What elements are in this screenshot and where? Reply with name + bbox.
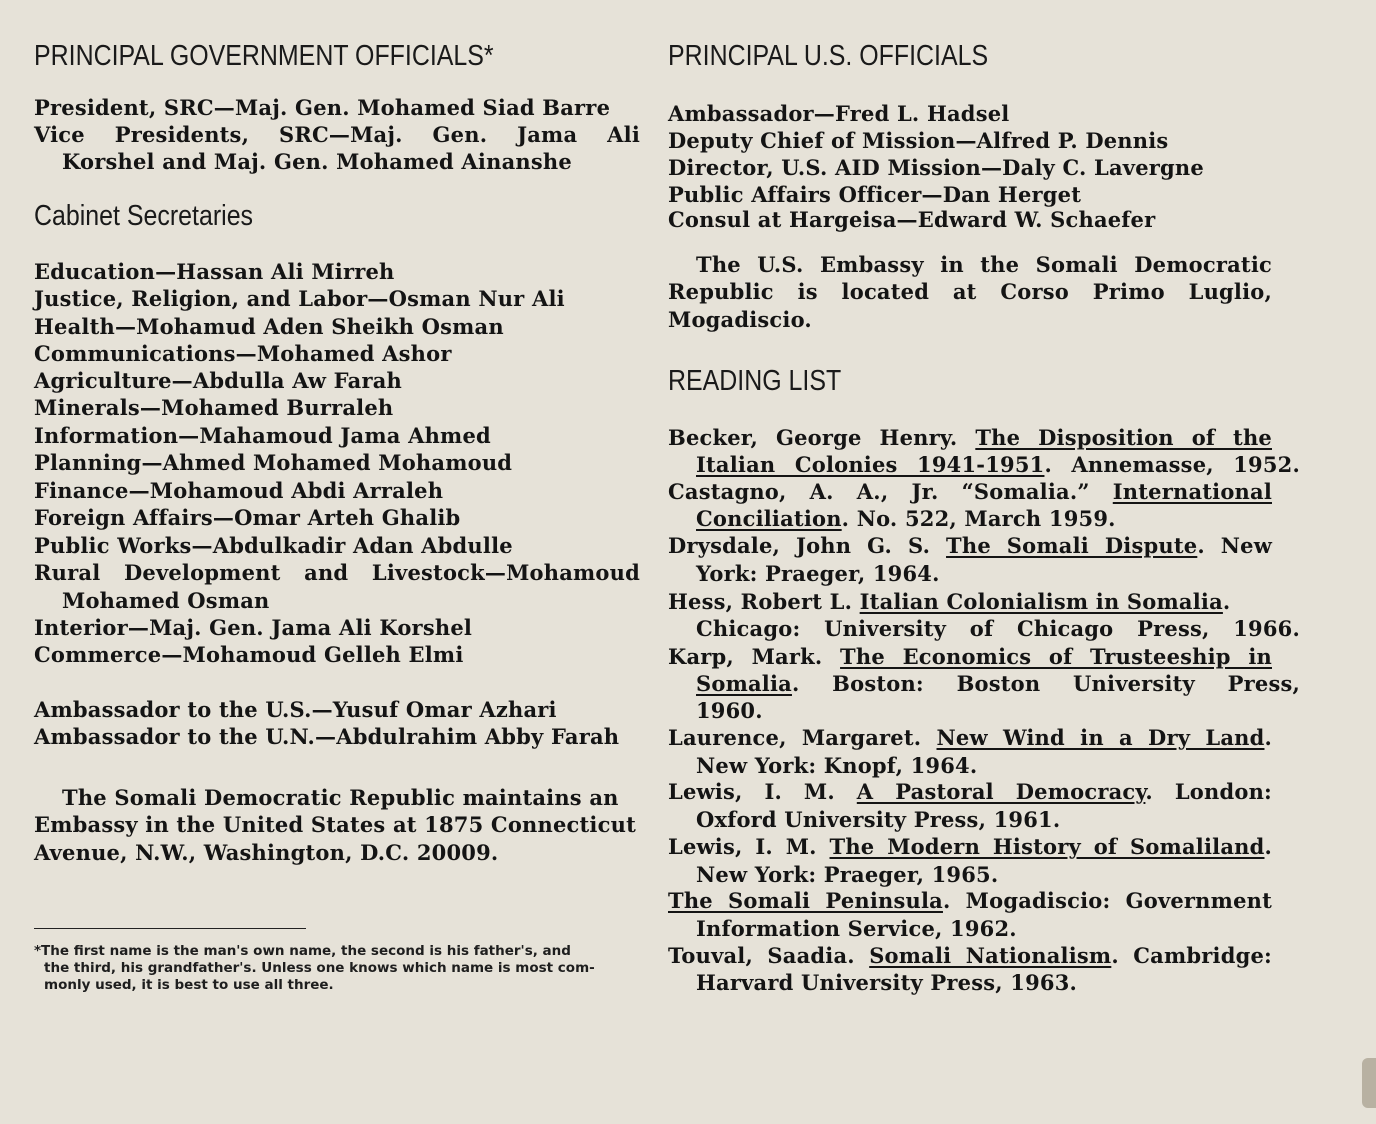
reading-entry-hess	[668, 588, 1230, 615]
reading-entry-karp	[668, 643, 1272, 670]
reading-author: Becker, George Henry.	[668, 425, 976, 450]
footnote	[34, 943, 646, 994]
reading-entry-becker-cont	[668, 451, 1300, 478]
us-official-line: Public Affairs Officer—Dan Herget	[668, 182, 1082, 207]
reading-entry-lewis-1965	[668, 833, 1272, 860]
reading-title: The Disposition of the	[975, 425, 1272, 450]
reading-title: A Pastoral Democracy	[856, 779, 1146, 804]
reading-entry-castagno	[668, 478, 1272, 505]
reading-author: Karp, Mark.	[668, 644, 841, 669]
reading-imprint: . No. 522, March 1959.	[841, 506, 1116, 531]
cabinet-line: Finance—Mohamoud Abdi Arraleh	[34, 478, 444, 503]
reading-imprint: .	[1222, 589, 1231, 614]
ambassador-line-us: Ambassador to the U.S.—Yusuf Omar Azhari	[34, 697, 557, 722]
reading-entry-hess-cont: Chicago: University of Chicago Press, 1966.	[696, 616, 1300, 641]
cabinet-line: Rural Development and Livestock—Mohamoud	[34, 560, 640, 585]
embassy-paragraph-line: Embassy in the United States at 1875 Connecticut	[34, 812, 636, 837]
us-embassy-line: Republic is located at Corso Primo Luglio,	[668, 279, 1272, 304]
reading-title: New Wind in a Dry Land	[936, 725, 1265, 750]
reading-imprint: .	[1264, 725, 1272, 750]
reading-title: Italian Colonies 1941-1951	[696, 452, 1045, 477]
embassy-paragraph-line: The Somali Democratic Republic maintains an	[62, 785, 619, 810]
cabinet-line: Agriculture—Abdulla Aw Farah	[34, 368, 402, 393]
government-officials-heading: PRINCIPAL GOVERNMENT OFFICIALS*	[34, 40, 494, 72]
footnote-line: the third, his grandfather's. Unless one knows which name is most com-	[44, 960, 595, 976]
footnote-line: monly used, it is best to use all three.	[44, 977, 334, 993]
reading-imprint: . London:	[1145, 779, 1272, 804]
reading-entry-drysdale	[668, 532, 1272, 559]
reading-entry-lewis-1961-cont: Oxford University Press, 1961.	[696, 807, 1061, 832]
gov-line-president: President, SRC—Maj. Gen. Mohamed Siad Barre	[34, 95, 611, 120]
gov-line-vice-presidents: Vice Presidents, SRC—Maj. Gen. Jama Ali	[34, 122, 640, 147]
ambassador-line-un: Ambassador to the U.N.—Abdulrahim Abby Farah	[34, 724, 620, 749]
footnote-divider	[34, 928, 306, 929]
reading-entry-laurence-cont: New York: Knopf, 1964.	[696, 753, 978, 778]
reading-author: Touval, Saadia.	[668, 943, 870, 968]
reading-entry-castagno-cont	[668, 505, 1116, 532]
cabinet-secretaries-heading: Cabinet Secretaries	[34, 200, 254, 232]
cabinet-line: Mohamed Osman	[62, 588, 270, 613]
cabinet-line: Public Works—Abdulkadir Adan Abdulle	[34, 533, 513, 558]
cabinet-line: Education—Hassan Ali Mirreh	[34, 259, 395, 284]
reading-entry-karp-cont: 1960.	[696, 698, 763, 723]
cabinet-line: Information—Mahamoud Jama Ahmed	[34, 423, 491, 448]
reading-author: Castagno, A. A., Jr. “Somalia.”	[668, 479, 1113, 504]
reading-author: Hess, Robert L.	[668, 589, 860, 614]
reading-entry-somali-peninsula-cont: Information Service, 1962.	[696, 916, 1017, 941]
us-officials-heading: PRINCIPAL U.S. OFFICIALS	[668, 40, 989, 72]
cabinet-line: Interior—Maj. Gen. Jama Ali Korshel	[34, 615, 473, 640]
reading-title: The Somali Dispute	[946, 533, 1198, 558]
reading-entry-lewis-1965-cont: New York: Praeger, 1965.	[696, 862, 999, 887]
reading-entry-karp-cont	[668, 670, 1300, 697]
gov-line-vice-presidents-cont: Korshel and Maj. Gen. Mohamed Ainanshe	[62, 149, 572, 174]
reading-title: Somali Nationalism	[869, 943, 1112, 968]
reading-entry-lewis-1961	[668, 778, 1272, 805]
reading-title: The Economics of Trusteeship in	[840, 644, 1272, 669]
reading-title: The Modern History of Somaliland	[829, 834, 1265, 859]
cabinet-line: Foreign Affairs—Omar Arteh Ghalib	[34, 505, 461, 530]
reading-entry-somali-peninsula	[668, 887, 1272, 914]
reading-entry-becker	[668, 424, 1272, 451]
reading-entry-touval-cont: Harvard University Press, 1963.	[696, 970, 1078, 995]
reading-entry-drysdale-cont: York: Praeger, 1964.	[696, 561, 940, 586]
reading-author: Lewis, I. M.	[668, 779, 857, 804]
reading-title: Italian Colonialism in Somalia	[859, 589, 1223, 614]
cabinet-line: Communications—Mohamed Ashor	[34, 341, 452, 366]
reading-imprint: .	[1264, 834, 1272, 859]
cabinet-line: Commerce—Mohamoud Gelleh Elmi	[34, 642, 464, 667]
reading-title: Conciliation	[696, 506, 842, 531]
page-edge-tab	[1362, 1058, 1376, 1108]
footnote-line: *The first name is the man's own name, the second is his father's, and	[34, 943, 571, 959]
us-official-line: Deputy Chief of Mission—Alfred P. Dennis	[668, 128, 1169, 153]
cabinet-line: Minerals—Mohamed Burraleh	[34, 395, 394, 420]
reading-title: International	[1112, 479, 1272, 504]
us-embassy-line: The U.S. Embassy in the Somali Democratic	[696, 252, 1272, 277]
reading-imprint: . Cambridge:	[1111, 943, 1272, 968]
reading-entry-touval	[668, 942, 1272, 969]
embassy-paragraph-line: Avenue, N.W., Washington, D.C. 20009.	[34, 840, 499, 865]
reading-imprint: . Mogadiscio: Government	[942, 888, 1272, 913]
us-official-line: Director, U.S. AID Mission—Daly C. Lavergne	[668, 155, 1204, 180]
reading-title: Somalia	[696, 671, 792, 696]
us-embassy-line: Mogadiscio.	[668, 307, 812, 332]
reading-author: Drysdale, John G. S.	[668, 533, 947, 558]
reading-imprint: . Annemasse, 1952.	[1044, 452, 1300, 477]
cabinet-line: Justice, Religion, and Labor—Osman Nur Ali	[34, 286, 565, 311]
reading-title: The Somali Peninsula	[668, 888, 943, 913]
reading-imprint: . Boston: Boston University Press,	[791, 671, 1300, 696]
cabinet-line: Health—Mohamud Aden Sheikh Osman	[34, 314, 504, 339]
cabinet-line: Planning—Ahmed Mohamed Mohamoud	[34, 450, 513, 475]
reading-author: Lewis, I. M.	[668, 834, 830, 859]
reading-list-heading: READING LIST	[668, 365, 842, 397]
us-official-line: Consul at Hargeisa—Edward W. Schaefer	[668, 207, 1156, 232]
us-official-line: Ambassador—Fred L. Hadsel	[668, 101, 1010, 126]
reading-entry-laurence	[668, 724, 1272, 751]
reading-imprint: . New	[1197, 533, 1272, 558]
reading-author: Laurence, Margaret.	[668, 725, 937, 750]
